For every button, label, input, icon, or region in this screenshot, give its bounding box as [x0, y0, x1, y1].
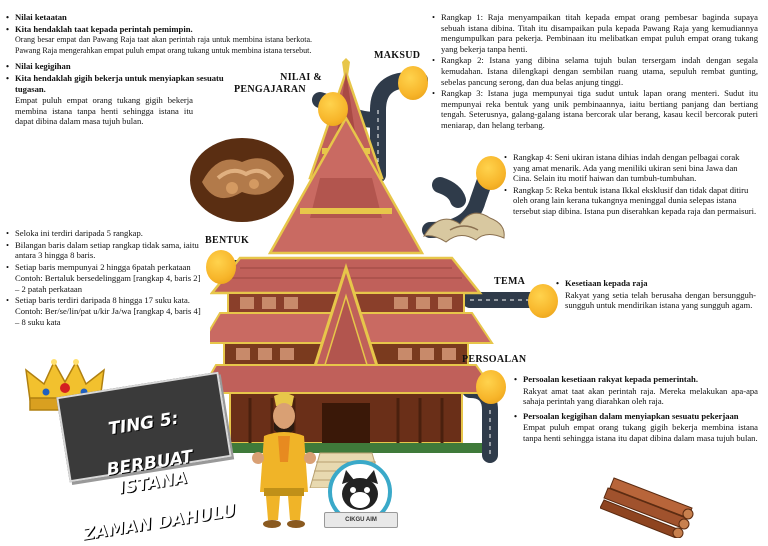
title-line-2: BERBUAT ISTANA — [105, 446, 195, 499]
king-figure — [250, 392, 320, 532]
label-tema: TEMA — [494, 276, 526, 287]
persoalan-item: • Persoalan kesetiaan rakyat kepada pemerintah. — [514, 374, 758, 385]
maksud-rangkap: • Rangkap 4: Seni ukiran istana dihias indah dengan pelbagai corak yang amat menarik. Ada yang meniliki ukiran seni bina Jawa dan Cina. Selain itu motif haiwan dan tumbuh-tumbuhan. — [504, 152, 758, 184]
badge-ribbon: CIKGU AIM — [324, 512, 398, 528]
bentuk-item: • Setiap baris mempunyai 2 hingga 6patah perkataan — [6, 262, 206, 273]
tema-detail: Rakyat yang setia telah berusaha dengan bersungguh-sungguh untuk mendirikan istana yang sungguh agam. — [565, 289, 756, 311]
maksud-section-2 — [504, 152, 758, 218]
nilai-section — [6, 12, 312, 128]
carving-photo — [188, 132, 296, 224]
maksud-rangkap: • Rangkap 5: Reka bentuk istana Ikkal eksklusif dan tidak dapat ditiru oleh orang lain kerana tukangnya meninggal dunia selepas istana tersebut siap dibina. Istana pun diserahkan kepada raja dan permaisuri. — [504, 185, 758, 217]
bentuk-item: • Bilangan baris dalam setiap rangkap tidak sama, iaitu antara 3 hingga 8 baris. — [6, 240, 206, 261]
page-title — [60, 382, 240, 545]
nilai-detail: Orang besar empat dan Pawang Raja taat akan perintah raja untuk membina istana berkota. Pawang Raja mengerahkan empat puluh empat orang tukang untuk membina istana tersebut. — [15, 35, 312, 55]
bentuk-item: • Setiap baris terdiri daripada 8 hingga 17 suku kata. — [6, 295, 206, 306]
carving-ornament — [420, 200, 510, 250]
tema-section — [556, 278, 756, 312]
bentuk-example: Contoh: Ber/se/lin/pat u/kir Ja/wa [rangkap 4, baris 4] – 8 suku kata — [15, 306, 201, 327]
persoalan-detail: Empat puluh empat orang tukang gigih bekerja membina istana tanpa henti sehingga istana itu dapat dibina dalam masa tujuh bulan. — [523, 422, 758, 443]
nilai-detail: Empat puluh empat orang tukang gigih bekerja membina istana tanpa henti sehingga istana itu dapat dibina dalam masa tujuh bulan. — [15, 95, 193, 127]
maksud-section — [432, 12, 758, 132]
nilai-item: • Nilai ketaatan — [6, 12, 312, 23]
bentuk-example: Contoh: Bertaluk bersedelinggam [rangkap 4, baris 2] – 2 patah perkataan — [15, 273, 201, 294]
title-line-1: TING 5: — [107, 408, 180, 440]
tema-item: • Kesetiaan kepada raja — [556, 278, 756, 289]
nilai-item: • Kita hendaklah taat kepada perintah pemimpin. — [6, 24, 312, 35]
marker-dot-tema — [528, 284, 558, 318]
persoalan-section — [514, 374, 758, 445]
marker-dot-nilai — [318, 92, 348, 126]
bentuk-item: • Seloka ini terdiri daripada 5 rangkap. — [6, 228, 206, 239]
cikgu-aim-badge — [322, 458, 398, 538]
maksud-rangkap: • Rangkap 2: Istana yang dibina selama tujuh bulan tersergam indah dengan segala kemudahan. Istana dilengkapi dengan sembilan ruang utama, sepuluh rembat gunting, sebelas pancung serong, dan dua belas anjung tinggi. — [432, 55, 758, 87]
marker-dot-persoalan — [476, 370, 506, 404]
label-bentuk: BENTUK — [205, 235, 250, 246]
persoalan-item: • Persoalan kegigihan dalam menyiapkan sesuatu pekerjaan — [514, 411, 758, 422]
nilai-item: • Nilai kegigihan — [6, 61, 312, 72]
bentuk-section — [6, 228, 206, 327]
persoalan-detail: Rakyat amat taat akan perintah raja. Mereka melakukan apa-apa sahaja perintah yang diarahkan oleh raja. — [523, 385, 758, 407]
maksud-rangkap: • Rangkap 1: Raja menyampaikan titah kepada empat orang pembesar baginda supaya sebuah istana dibina. Titah itu disampaikan pula kepada Pawang Raja yang kemudiannya mengumpulkan para pekerja. Pembinaan itu melibatkan empat puluh empat orang tukang yang bekerja tanpa henti. — [432, 12, 758, 54]
marker-dot-maksud — [398, 66, 428, 100]
label-nilai: NILAI & — [280, 72, 322, 83]
maksud-rangkap: • Rangkap 3: Istana juga mempunyai tiga sudut untuk lapan orang menteri. Sudut itu mempunyai reka bentuk yang unik pembinaannya, iaitu bertiang panjang dan bertiang tengah. Seterusnya, galang-galang istana bercorak ular berang, kasau kecil bercorak puteri meniarap, dan helang terbang. — [432, 88, 758, 130]
label-persoalan: PERSOALAN — [462, 354, 527, 365]
marker-dot-rangkap4 — [476, 156, 506, 190]
label-pengajaran: PENGAJARAN — [234, 84, 306, 95]
nilai-item: • Kita hendaklah gigih bekerja untuk menyiapkan sesuatu tugasan. — [6, 73, 235, 94]
title-line-3: ZAMAN DAHULU — [81, 500, 238, 545]
cinnamon-sticks-icon — [600, 468, 700, 538]
label-maksud: MAKSUD — [374, 50, 421, 61]
marker-dot-bentuk — [206, 250, 236, 284]
